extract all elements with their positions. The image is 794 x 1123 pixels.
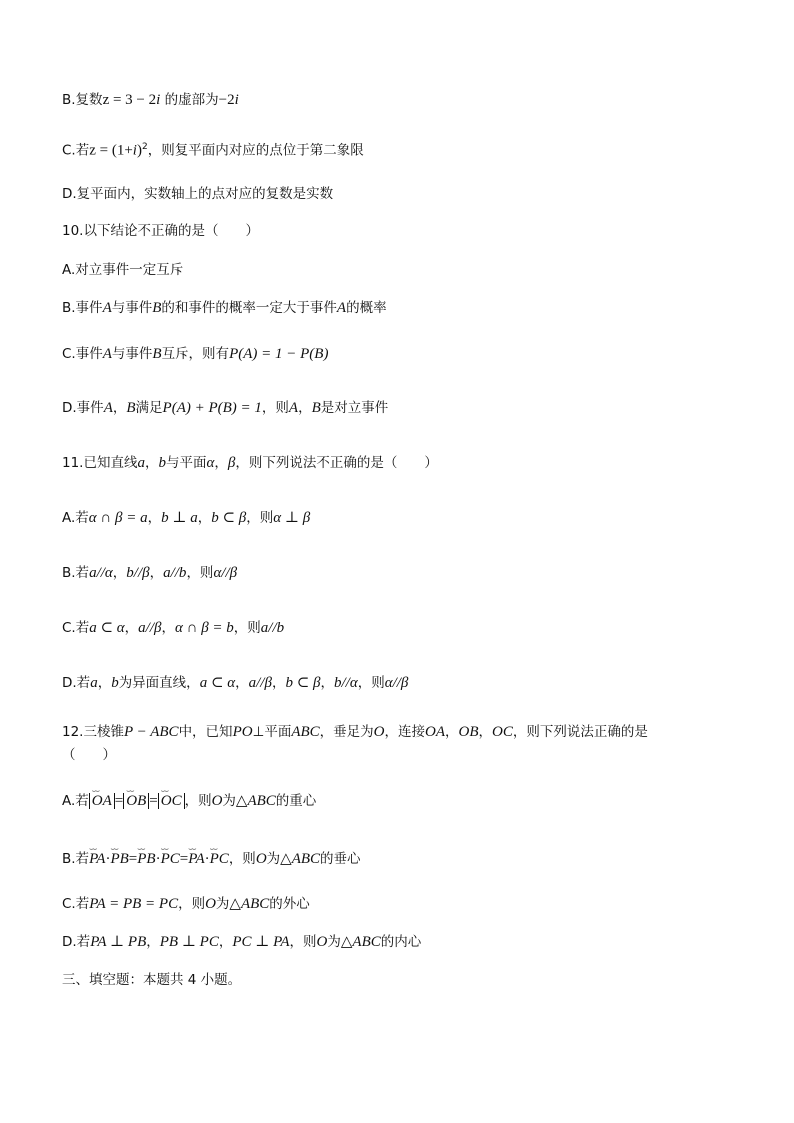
q9-option-d: D.复平面内，实数轴上的点对应的复数是实数: [62, 186, 334, 202]
q10-option-d: D.事件A，B满足P(A) + P(B) = 1，则A，B是对立事件: [62, 400, 389, 416]
q11-option-a: A.若α ∩ β = a，b ⊥ a，b ⊂ β，则α ⊥ β: [62, 510, 311, 526]
q12-stem: 12.三棱锥P − ABC中，已知PO⊥平面ABC，垂足为O，连接OA，OB，OC，则下列说法正确的是: [62, 724, 648, 740]
q11-stem: 11.已知直线a，b与平面α，β，则下列说法不正确的是（ ）: [62, 455, 438, 471]
q10-option-c: C.事件A与事件B互斥，则有P(A) = 1 − P(B): [62, 346, 329, 362]
q11-option-b: B.若a//α，b//β，a//b，则α//β: [62, 565, 238, 581]
q12-option-c: C.若PA = PB = PC，则O为△ABC的外心: [62, 896, 310, 912]
q10-option-b: B.事件A与事件B的和事件的概率一定大于事件A的概率: [62, 300, 387, 316]
q10-stem: 10.以下结论不正确的是（ ）: [62, 223, 259, 239]
q12-stem-paren: （ ）: [62, 747, 116, 763]
abs-oc: ⌣⌣ OC: [158, 793, 185, 809]
q12-option-a: A.若⌣⌣ OA =⌣⌣ OB =⌣⌣ OC ，则O为△ABC的重心: [62, 792, 316, 810]
section-3-heading: 三、填空题：本题共 4 小题。: [62, 972, 242, 988]
abs-ob: ⌣⌣ OB: [123, 793, 149, 809]
q12-option-b: B.若⌣⌣ PA·⌣⌣ PB=⌣⌣ PB·⌣⌣ PC=⌣⌣ PA·⌣⌣ PC，则O为△ABC的垂心: [62, 850, 361, 868]
abs-oa: ⌣⌣ OA: [89, 793, 115, 809]
q10-option-a: A.对立事件一定互斥: [62, 262, 184, 278]
q11-option-c: C.若a ⊂ α，a//β，α ∩ β = b，则a//b: [62, 620, 285, 636]
q9-option-c: C.若$z = (1+i)^2$，则复平面内对应的点位于第二象限: [62, 142, 364, 159]
q12-option-d: D.若PA ⊥ PB，PB ⊥ PC，PC ⊥ PA，则O为△ABC的内心: [62, 934, 422, 950]
q9-option-b: B.复数z = 3 − 2i 的虚部为−2i: [62, 92, 239, 108]
q11-option-d: D.若a，b为异面直线，a ⊂ α，a//β，b ⊂ β，b//α，则α//β: [62, 675, 409, 691]
